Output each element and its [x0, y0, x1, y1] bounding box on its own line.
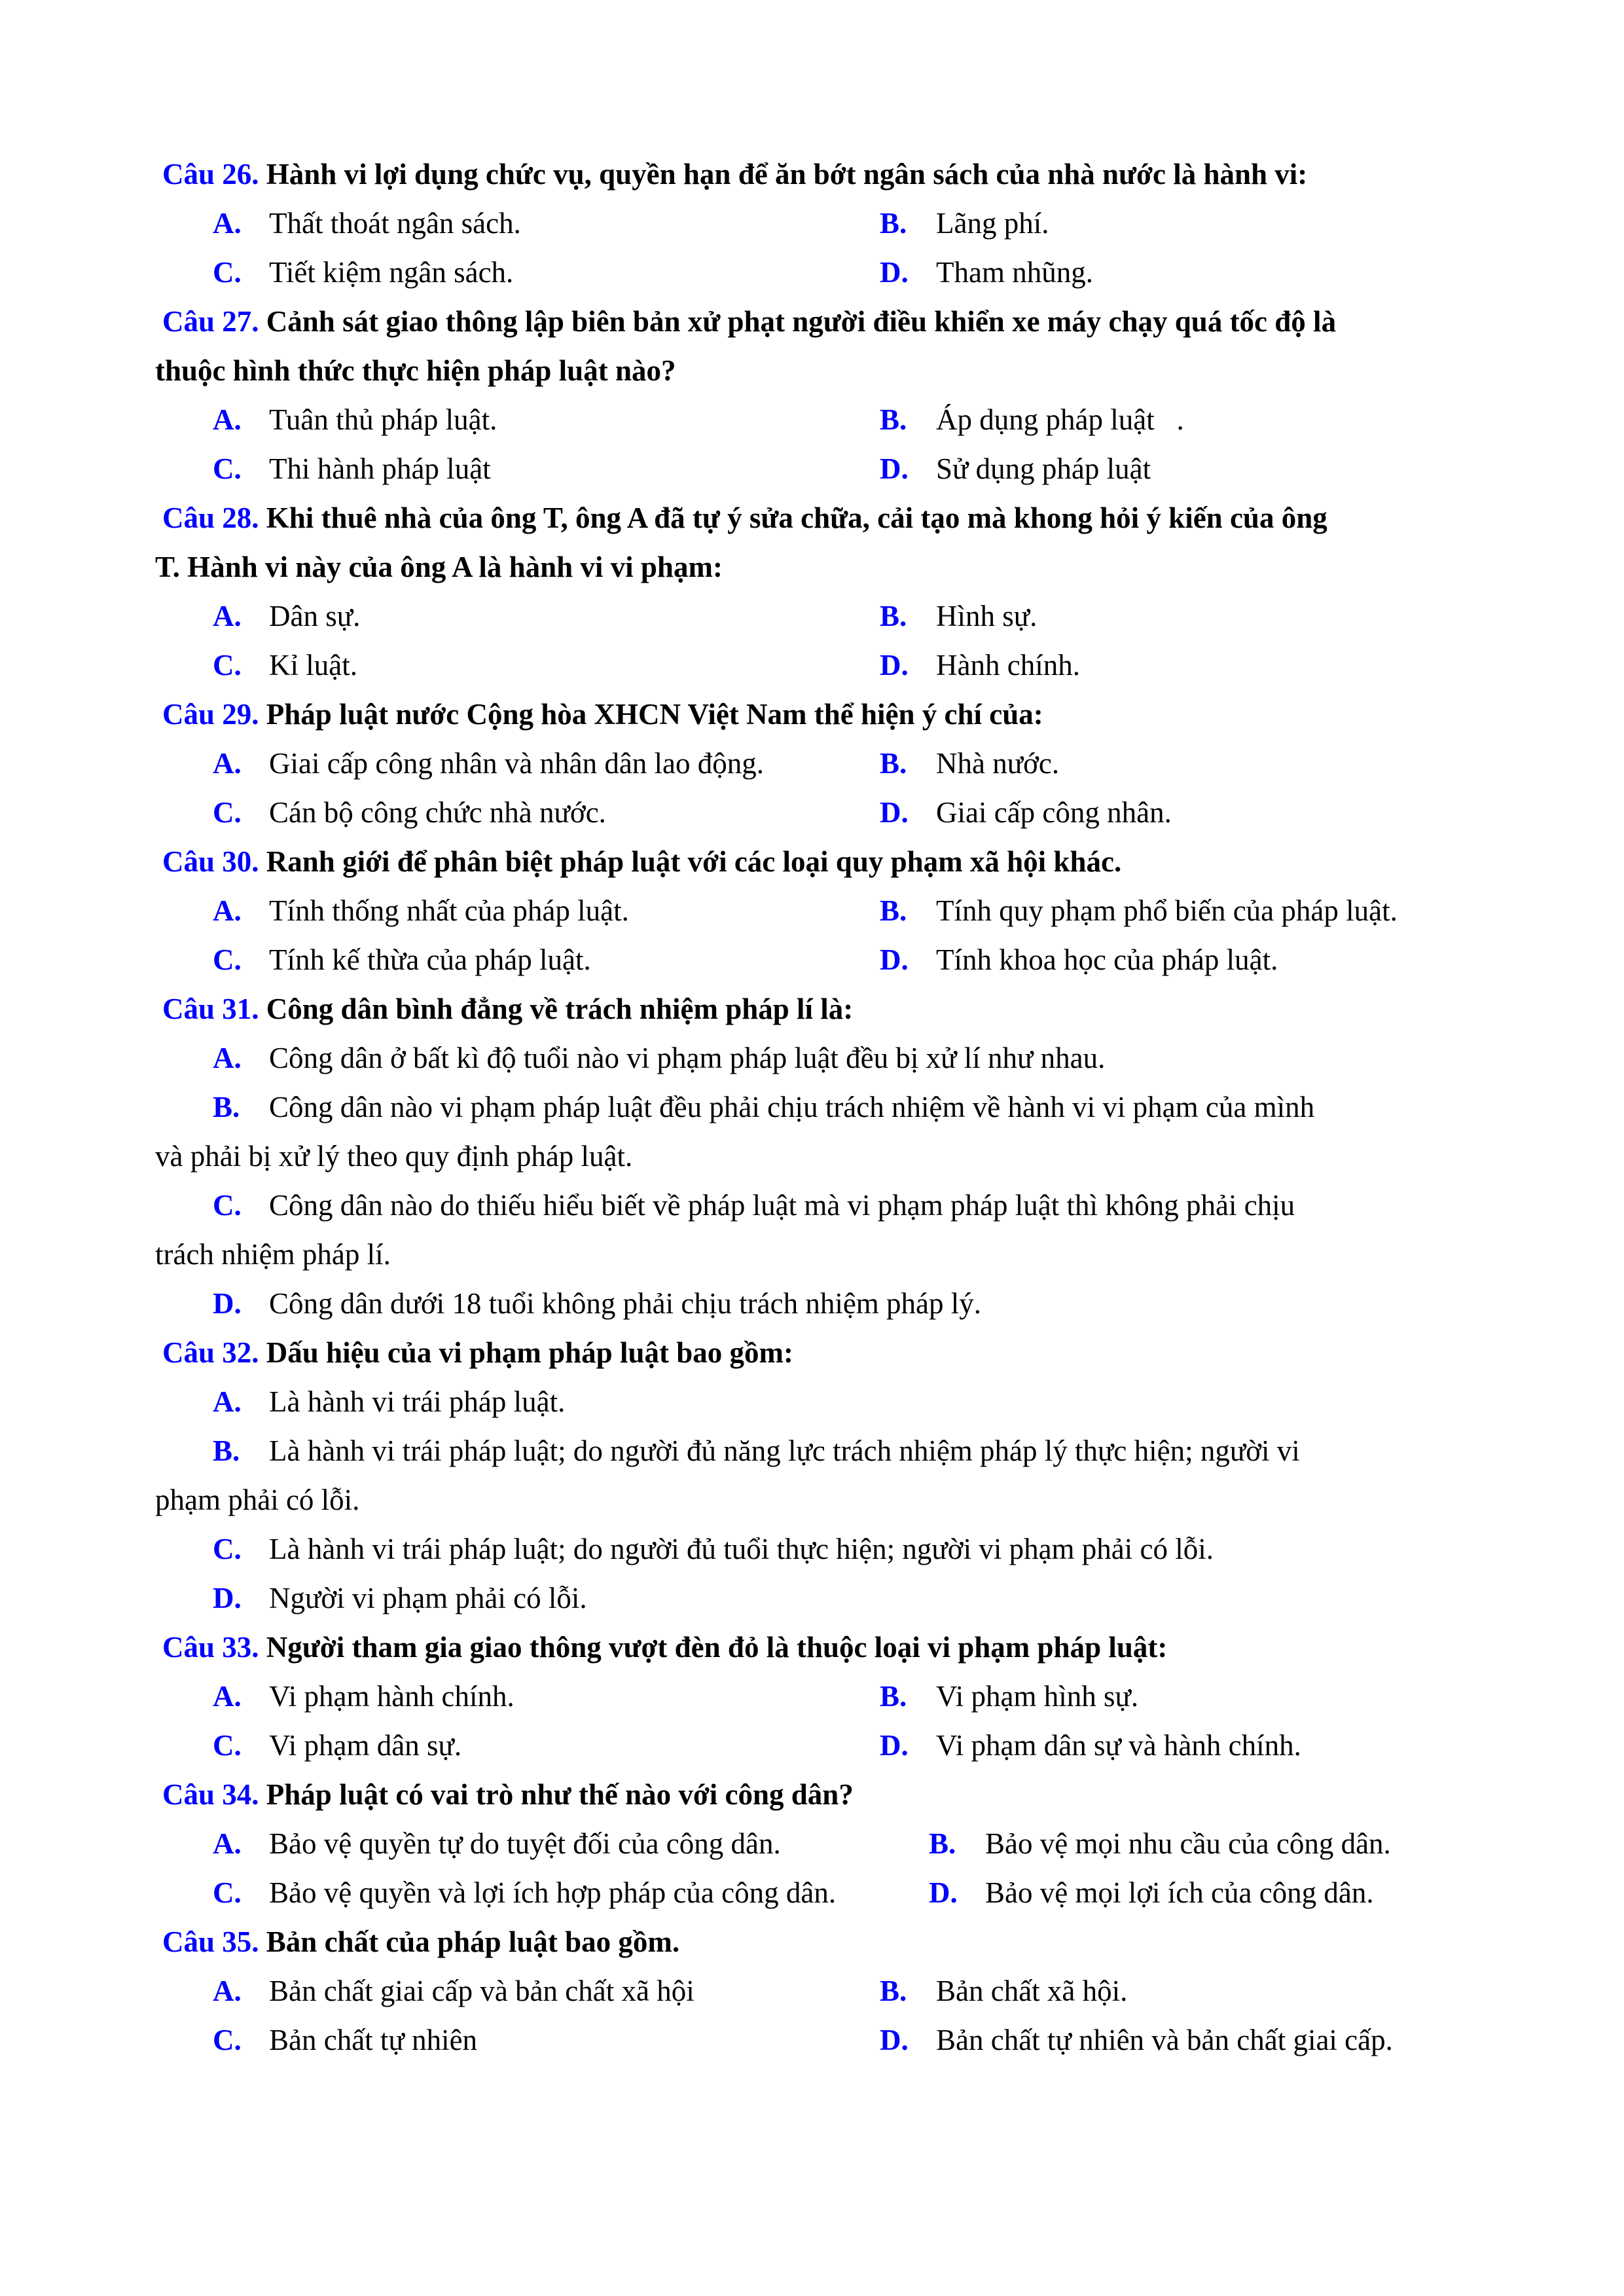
option-letter: D. — [880, 256, 909, 289]
option-text: Bản chất xã hội. — [936, 1975, 1128, 2007]
option-c[interactable] — [213, 1188, 1295, 1222]
option-text: Bảo vệ quyền tự do tuyệt đối của công dân. — [269, 1827, 781, 1860]
question-number: Câu 27. — [162, 305, 259, 338]
option-letter: A. — [213, 1680, 242, 1713]
option-letter: D. — [880, 452, 909, 485]
option-text: Là hành vi trái pháp luật; do người đủ năng lực trách nhiệm pháp lý thực hiện; người vi — [269, 1434, 1300, 1467]
option-text: Vi phạm hành chính. — [269, 1680, 514, 1713]
option-letter: C. — [213, 1876, 242, 1909]
option-letter: B. — [880, 1680, 907, 1713]
option-letter: D. — [213, 1582, 242, 1614]
option-b[interactable] — [880, 1679, 1138, 1713]
option-d[interactable] — [880, 943, 1278, 977]
option-letter: C. — [213, 452, 242, 485]
option-a[interactable] — [213, 206, 521, 240]
option-letter: C. — [213, 649, 242, 682]
option-a[interactable] — [213, 1041, 1105, 1075]
question-number: Câu 29. — [162, 698, 259, 731]
option-letter: D. — [880, 2024, 909, 2056]
option-c[interactable] — [213, 2023, 477, 2057]
question-stem-continued: thuộc hình thức thực hiện pháp luật nào? — [155, 354, 676, 387]
question-34 — [162, 1777, 854, 1812]
option-letter: B. — [880, 207, 907, 240]
question-stem: Dấu hiệu của vi phạm pháp luật bao gồm: — [259, 1336, 793, 1369]
option-letter: D. — [880, 796, 909, 829]
question-stem-continued: T. Hành vi này của ông A là hành vi vi phạm: — [155, 551, 723, 583]
option-letter: D. — [880, 649, 909, 682]
option-letter: A. — [213, 600, 242, 632]
option-text: Bảo vệ quyền và lợi ích hợp pháp của công dân. — [269, 1876, 837, 1909]
option-a[interactable] — [213, 599, 360, 633]
option-letter: B. — [880, 747, 907, 780]
option-text: Thi hành pháp luật — [269, 452, 491, 485]
option-text: Tuân thủ pháp luật. — [269, 403, 497, 436]
question-stem: Khi thuê nhà của ông T, ông A đã tự ý sửa chữa, cải tạo mà khong hỏi ý kiến của ông — [259, 501, 1327, 534]
option-text-continued: và phải bị xử lý theo quy định pháp luật. — [155, 1140, 633, 1173]
option-letter: B. — [929, 1827, 956, 1860]
option-b[interactable] — [880, 746, 1059, 780]
option-letter: A. — [213, 1975, 242, 2007]
option-text: Tính quy phạm phổ biến của pháp luật. — [936, 894, 1398, 927]
option-c[interactable] — [213, 1728, 461, 1762]
option-d[interactable] — [213, 1581, 587, 1615]
option-text: Bản chất giai cấp và bản chất xã hội — [269, 1975, 695, 2007]
option-a[interactable] — [213, 1679, 514, 1713]
option-c[interactable] — [213, 1532, 1214, 1566]
question-number: Câu 28. — [162, 501, 259, 534]
option-d[interactable] — [880, 795, 1172, 829]
option-text-continued: phạm phải có lỗi. — [155, 1484, 360, 1516]
question-stem: Cảnh sát giao thông lập biên bản xử phạt người điều khiển xe máy chạy quá tốc độ là — [259, 305, 1337, 338]
question-number: Câu 33. — [162, 1631, 259, 1664]
option-c[interactable] — [213, 648, 357, 682]
option-text: Bản chất tự nhiên — [269, 2024, 478, 2056]
option-text: Công dân ở bất kì độ tuổi nào vi phạm pháp luật đều bị xử lí như nhau. — [269, 1042, 1106, 1074]
option-d[interactable] — [880, 1728, 1301, 1762]
option-text: Bảo vệ mọi nhu cầu của công dân. — [985, 1827, 1391, 1860]
question-number: Câu 32. — [162, 1336, 259, 1369]
option-a[interactable] — [213, 894, 629, 928]
option-letter: C. — [213, 943, 242, 976]
option-a[interactable] — [213, 746, 764, 780]
question-stem: Công dân bình đẳng về trách nhiệm pháp lí là: — [259, 993, 854, 1025]
question-30 — [162, 845, 1121, 879]
question-32 — [162, 1336, 793, 1370]
question-26 — [162, 157, 1307, 191]
option-text: Thất thoát ngân sách. — [269, 207, 521, 240]
option-a[interactable] — [213, 1974, 695, 2008]
option-text: Cán bộ công chức nhà nước. — [269, 796, 606, 829]
option-d[interactable] — [880, 2023, 1393, 2057]
option-text: Dân sự. — [269, 600, 361, 632]
option-letter: D. — [880, 1729, 909, 1762]
question-number: Câu 31. — [162, 993, 259, 1025]
option-b[interactable] — [880, 403, 1184, 437]
option-text: Kỉ luật. — [269, 649, 357, 682]
option-b[interactable] — [929, 1827, 1391, 1861]
option-letter: D. — [213, 1287, 242, 1320]
question-stem: Hành vi lợi dụng chức vụ, quyền hạn để ăn bớt ngân sách của nhà nước là hành vi: — [259, 158, 1308, 191]
option-letter: A. — [213, 1385, 242, 1418]
option-b[interactable] — [880, 894, 1398, 928]
question-29 — [162, 697, 1043, 731]
question-stem: Ranh giới để phân biệt pháp luật với các loại quy phạm xã hội khác. — [259, 845, 1122, 878]
option-c[interactable] — [213, 1876, 836, 1910]
option-letter: A. — [213, 894, 242, 927]
option-text: Tính khoa học của pháp luật. — [936, 943, 1278, 976]
option-text: Sử dụng pháp luật — [936, 452, 1151, 485]
option-text: Công dân dưới 18 tuổi không phải chịu trách nhiệm pháp lý. — [269, 1287, 982, 1320]
option-letter: B. — [880, 1975, 907, 2007]
option-b[interactable] — [880, 1974, 1127, 2008]
question-number: Câu 34. — [162, 1778, 259, 1811]
question-28 — [162, 501, 1327, 535]
option-text: Vi phạm hình sự. — [936, 1680, 1139, 1713]
option-d[interactable] — [213, 1286, 981, 1321]
option-text: Nhà nước. — [936, 747, 1060, 780]
option-text: Hành chính. — [936, 649, 1080, 682]
option-letter: A. — [213, 207, 242, 240]
option-text: Lãng phí. — [936, 207, 1049, 240]
question-number: Câu 26. — [162, 158, 259, 191]
option-text: Tính thống nhất của pháp luật. — [269, 894, 629, 927]
option-text: Công dân nào do thiếu hiểu biết về pháp luật mà vi phạm pháp luật thì không phải chịu — [269, 1189, 1295, 1222]
option-letter: C. — [213, 256, 242, 289]
option-letter: A. — [213, 1827, 242, 1860]
option-b[interactable] — [880, 599, 1037, 633]
option-text: Là hành vi trái pháp luật; do người đủ tuổi thực hiện; người vi phạm phải có lỗi. — [269, 1533, 1214, 1565]
question-number: Câu 35. — [162, 1925, 259, 1958]
option-a[interactable] — [213, 403, 497, 437]
option-text: Giai cấp công nhân. — [936, 796, 1172, 829]
option-letter: B. — [213, 1434, 240, 1467]
option-d[interactable] — [880, 648, 1080, 682]
option-a[interactable] — [213, 1827, 781, 1861]
option-letter: D. — [929, 1876, 958, 1909]
option-letter: A. — [213, 747, 242, 780]
question-stem: Pháp luật nước Cộng hòa XHCN Việt Nam thể hiện ý chí của: — [259, 698, 1043, 731]
question-33 — [162, 1630, 1167, 1664]
option-letter: C. — [213, 1533, 242, 1565]
option-letter: D. — [880, 943, 909, 976]
option-b[interactable] — [213, 1434, 1300, 1468]
option-text: Giai cấp công nhân và nhân dân lao động. — [269, 747, 765, 780]
option-c[interactable] — [213, 255, 513, 289]
option-d[interactable] — [880, 255, 1093, 289]
option-text: Hình sự. — [936, 600, 1038, 632]
option-letter: C. — [213, 796, 242, 829]
option-letter: B. — [880, 600, 907, 632]
option-text: Tiết kiệm ngân sách. — [269, 256, 514, 289]
question-35 — [162, 1925, 679, 1959]
option-letter: B. — [880, 403, 907, 436]
option-text: Tham nhũng. — [936, 256, 1093, 289]
option-letter: A. — [213, 403, 242, 436]
option-text: Người vi phạm phải có lỗi. — [269, 1582, 587, 1614]
option-letter: C. — [213, 1189, 242, 1222]
option-text: Bản chất tự nhiên và bản chất giai cấp. — [936, 2024, 1393, 2056]
option-text: Vi phạm dân sự và hành chính. — [936, 1729, 1301, 1762]
option-letter: A. — [213, 1042, 242, 1074]
option-text-continued: trách nhiệm pháp lí. — [155, 1238, 391, 1271]
option-c[interactable] — [213, 943, 591, 977]
option-letter: B. — [213, 1091, 240, 1123]
question-stem: Pháp luật có vai trò như thế nào với công dân? — [259, 1778, 854, 1811]
option-text: Vi phạm dân sự. — [269, 1729, 462, 1762]
option-a[interactable] — [213, 1385, 565, 1419]
option-text: Áp dụng pháp luật . — [936, 403, 1184, 436]
option-b[interactable] — [213, 1090, 1314, 1124]
option-c[interactable] — [213, 452, 491, 486]
option-text: Bảo vệ mọi lợi ích của công dân. — [985, 1876, 1374, 1909]
question-stem: Người tham gia giao thông vượt đèn đỏ là thuộc loại vi phạm pháp luật: — [259, 1631, 1168, 1664]
option-text: Tính kế thừa của pháp luật. — [269, 943, 591, 976]
question-31 — [162, 992, 853, 1026]
option-c[interactable] — [213, 795, 606, 829]
question-stem: Bản chất của pháp luật bao gồm. — [259, 1925, 680, 1958]
option-letter: B. — [880, 894, 907, 927]
option-d[interactable] — [929, 1876, 1374, 1910]
option-b[interactable] — [880, 206, 1049, 240]
option-letter: C. — [213, 2024, 242, 2056]
question-27 — [162, 304, 1336, 338]
option-letter: C. — [213, 1729, 242, 1762]
option-d[interactable] — [880, 452, 1151, 486]
option-text: Là hành vi trái pháp luật. — [269, 1385, 566, 1418]
question-number: Câu 30. — [162, 845, 259, 878]
option-text: Công dân nào vi phạm pháp luật đều phải chịu trách nhiệm về hành vi vi phạm của mình — [269, 1091, 1315, 1123]
